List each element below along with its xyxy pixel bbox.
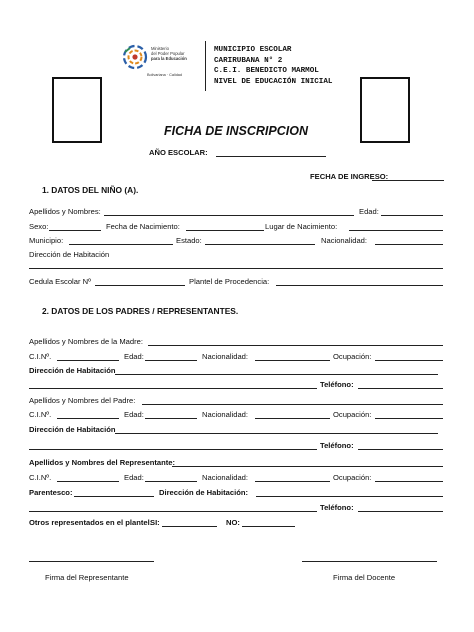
- logo-line-1: Ministerio: [151, 46, 169, 51]
- nino-fecha-nac-label: Fecha de Nacimiento:: [106, 222, 180, 231]
- photo-box-left: [52, 77, 102, 143]
- institution-block: [214, 45, 332, 87]
- nino-direccion-field[interactable]: [29, 268, 443, 269]
- firma-representante-label: Firma del Representante: [45, 573, 129, 582]
- nino-nacionalidad-label: Nacionalidad:: [321, 236, 368, 245]
- nino-apellidos-field[interactable]: [104, 215, 354, 216]
- padre-nacionalidad-label: Nacionalidad:: [202, 410, 249, 419]
- representante-cin-label: C.I.Nº.: [29, 473, 52, 482]
- padre-edad-field[interactable]: [145, 418, 197, 419]
- padre-nacionalidad-field[interactable]: [255, 418, 330, 419]
- representante-telefono-field[interactable]: [358, 511, 443, 512]
- parentesco-label: Parentesco:: [29, 488, 73, 497]
- representante-ocupacion-label: Ocupación:: [333, 473, 372, 482]
- madre-cin-label: C.I.Nº.: [29, 352, 52, 361]
- representante-direccion-field-1[interactable]: [256, 496, 443, 497]
- madre-direccion-field-1[interactable]: [115, 374, 438, 375]
- nino-apellidos-label: Apellidos y Nombres:: [29, 207, 101, 216]
- madre-direccion-label: Dirección de Habitación: [29, 366, 116, 375]
- madre-nacionalidad-label: Nacionalidad:: [202, 352, 249, 361]
- padre-direccion-field-2[interactable]: [29, 449, 317, 450]
- nino-estado-label: Estado:: [176, 236, 202, 245]
- nino-lugar-nac-field[interactable]: [349, 230, 443, 231]
- nino-fecha-nac-field[interactable]: [186, 230, 264, 231]
- madre-nombre-field[interactable]: [148, 345, 443, 346]
- section-2-title: 2. DATOS DE LOS PADRES / REPRESENTANTES.: [42, 306, 239, 316]
- ministry-logo: [122, 44, 202, 80]
- representante-telefono-label: Teléfono:: [320, 503, 354, 512]
- ministry-logo-icon: [122, 44, 148, 70]
- institution-line-4: NIVEL DE EDUCACIÓN INICIAL: [214, 77, 333, 86]
- nino-lugar-nac-label: Lugar de Nacimiento:: [265, 222, 338, 231]
- institution-line-3: C.E.I. BENEDICTO MARMOL: [214, 67, 319, 75]
- representante-nombre-label: Apellidos y Nombres del Representante:: [29, 458, 176, 467]
- representante-direccion-label: Dirección de Habitación:: [159, 488, 249, 497]
- nino-municipio-field[interactable]: [69, 244, 173, 245]
- logo-tagline: Bolivariana · Calidad: [147, 73, 183, 77]
- padre-nombre-label: Apellidos y Nombres del Padre:: [29, 396, 136, 405]
- representante-ocupacion-field[interactable]: [375, 481, 443, 482]
- section-1-title: 1. DATOS DEL NIÑO (A).: [42, 185, 139, 195]
- madre-edad-label: Edad:: [124, 352, 144, 361]
- nino-plantel-label: Plantel de Procedencia:: [189, 277, 270, 286]
- nino-edad-label: Edad:: [359, 207, 379, 216]
- header-divider: [205, 41, 206, 91]
- nino-sexo-label: Sexo:: [29, 222, 49, 231]
- nino-estado-field[interactable]: [205, 244, 315, 245]
- otros-no-field[interactable]: [242, 526, 295, 527]
- otros-no-label: NO:: [226, 518, 240, 527]
- institution-line-2: CARIRUBANA N° 2: [214, 56, 283, 65]
- padre-direccion-label: Dirección de Habitación: [29, 425, 116, 434]
- anio-escolar-field[interactable]: [216, 156, 326, 157]
- nino-nacionalidad-field[interactable]: [375, 244, 443, 245]
- madre-ocupacion-label: Ocupación:: [333, 352, 372, 361]
- logo-line-3: para la Educación: [151, 56, 187, 61]
- padre-edad-label: Edad:: [124, 410, 144, 419]
- representante-edad-label: Edad:: [124, 473, 144, 482]
- madre-edad-field[interactable]: [145, 360, 197, 361]
- padre-ocupacion-field[interactable]: [375, 418, 443, 419]
- padre-ocupacion-label: Ocupación:: [333, 410, 372, 419]
- representante-cin-field[interactable]: [57, 481, 119, 482]
- padre-telefono-field[interactable]: [358, 449, 443, 450]
- otros-si-label: SI:: [150, 518, 160, 527]
- nino-sexo-field[interactable]: [49, 230, 101, 231]
- firma-docente-label: Firma del Docente: [333, 573, 396, 582]
- nino-plantel-field[interactable]: [276, 285, 443, 286]
- nino-cedula-field[interactable]: [95, 285, 185, 286]
- representante-edad-field[interactable]: [145, 481, 197, 482]
- madre-ocupacion-field[interactable]: [375, 360, 443, 361]
- logo-line-2: del Poder Popular: [151, 51, 185, 56]
- anio-escolar-label: AÑO ESCOLAR:: [149, 148, 208, 157]
- firma-docente-line[interactable]: [302, 561, 437, 562]
- otros-si-field[interactable]: [162, 526, 217, 527]
- nino-direccion-label: Dirección de Habitación: [29, 250, 110, 259]
- representante-nacionalidad-field[interactable]: [255, 481, 330, 482]
- photo-box-right: [360, 77, 410, 143]
- madre-telefono-field[interactable]: [358, 388, 443, 389]
- institution-line-1: MUNICIPIO ESCOLAR: [214, 46, 292, 54]
- fecha-ingreso-label: FECHA DE INGRESO:: [310, 172, 389, 181]
- madre-direccion-field-2[interactable]: [29, 388, 317, 389]
- padre-direccion-field-1[interactable]: [115, 433, 438, 434]
- firma-representante-line[interactable]: [29, 561, 154, 562]
- madre-nombre-label: Apellidos y Nombres de la Madre:: [29, 337, 143, 346]
- nino-municipio-label: Municipio:: [29, 236, 64, 245]
- padre-cin-field[interactable]: [57, 418, 119, 419]
- nino-cedula-label: Cedula Escolar Nº: [29, 277, 91, 286]
- madre-cin-field[interactable]: [57, 360, 119, 361]
- nino-edad-field[interactable]: [381, 215, 443, 216]
- otros-representados-label: Otros representados en el plantel:: [29, 518, 153, 527]
- representante-nombre-field[interactable]: [172, 466, 443, 467]
- padre-cin-label: C.I.Nº.: [29, 410, 52, 419]
- page-title: FICHA DE INSCRIPCION: [164, 124, 308, 138]
- padre-nombre-field[interactable]: [142, 404, 443, 405]
- parentesco-field[interactable]: [74, 496, 154, 497]
- padre-telefono-label: Teléfono:: [320, 441, 354, 450]
- madre-telefono-label: Teléfono:: [320, 380, 354, 389]
- madre-nacionalidad-field[interactable]: [255, 360, 330, 361]
- representante-direccion-field-2[interactable]: [29, 511, 317, 512]
- representante-nacionalidad-label: Nacionalidad:: [202, 473, 249, 482]
- fecha-ingreso-field[interactable]: [372, 180, 444, 181]
